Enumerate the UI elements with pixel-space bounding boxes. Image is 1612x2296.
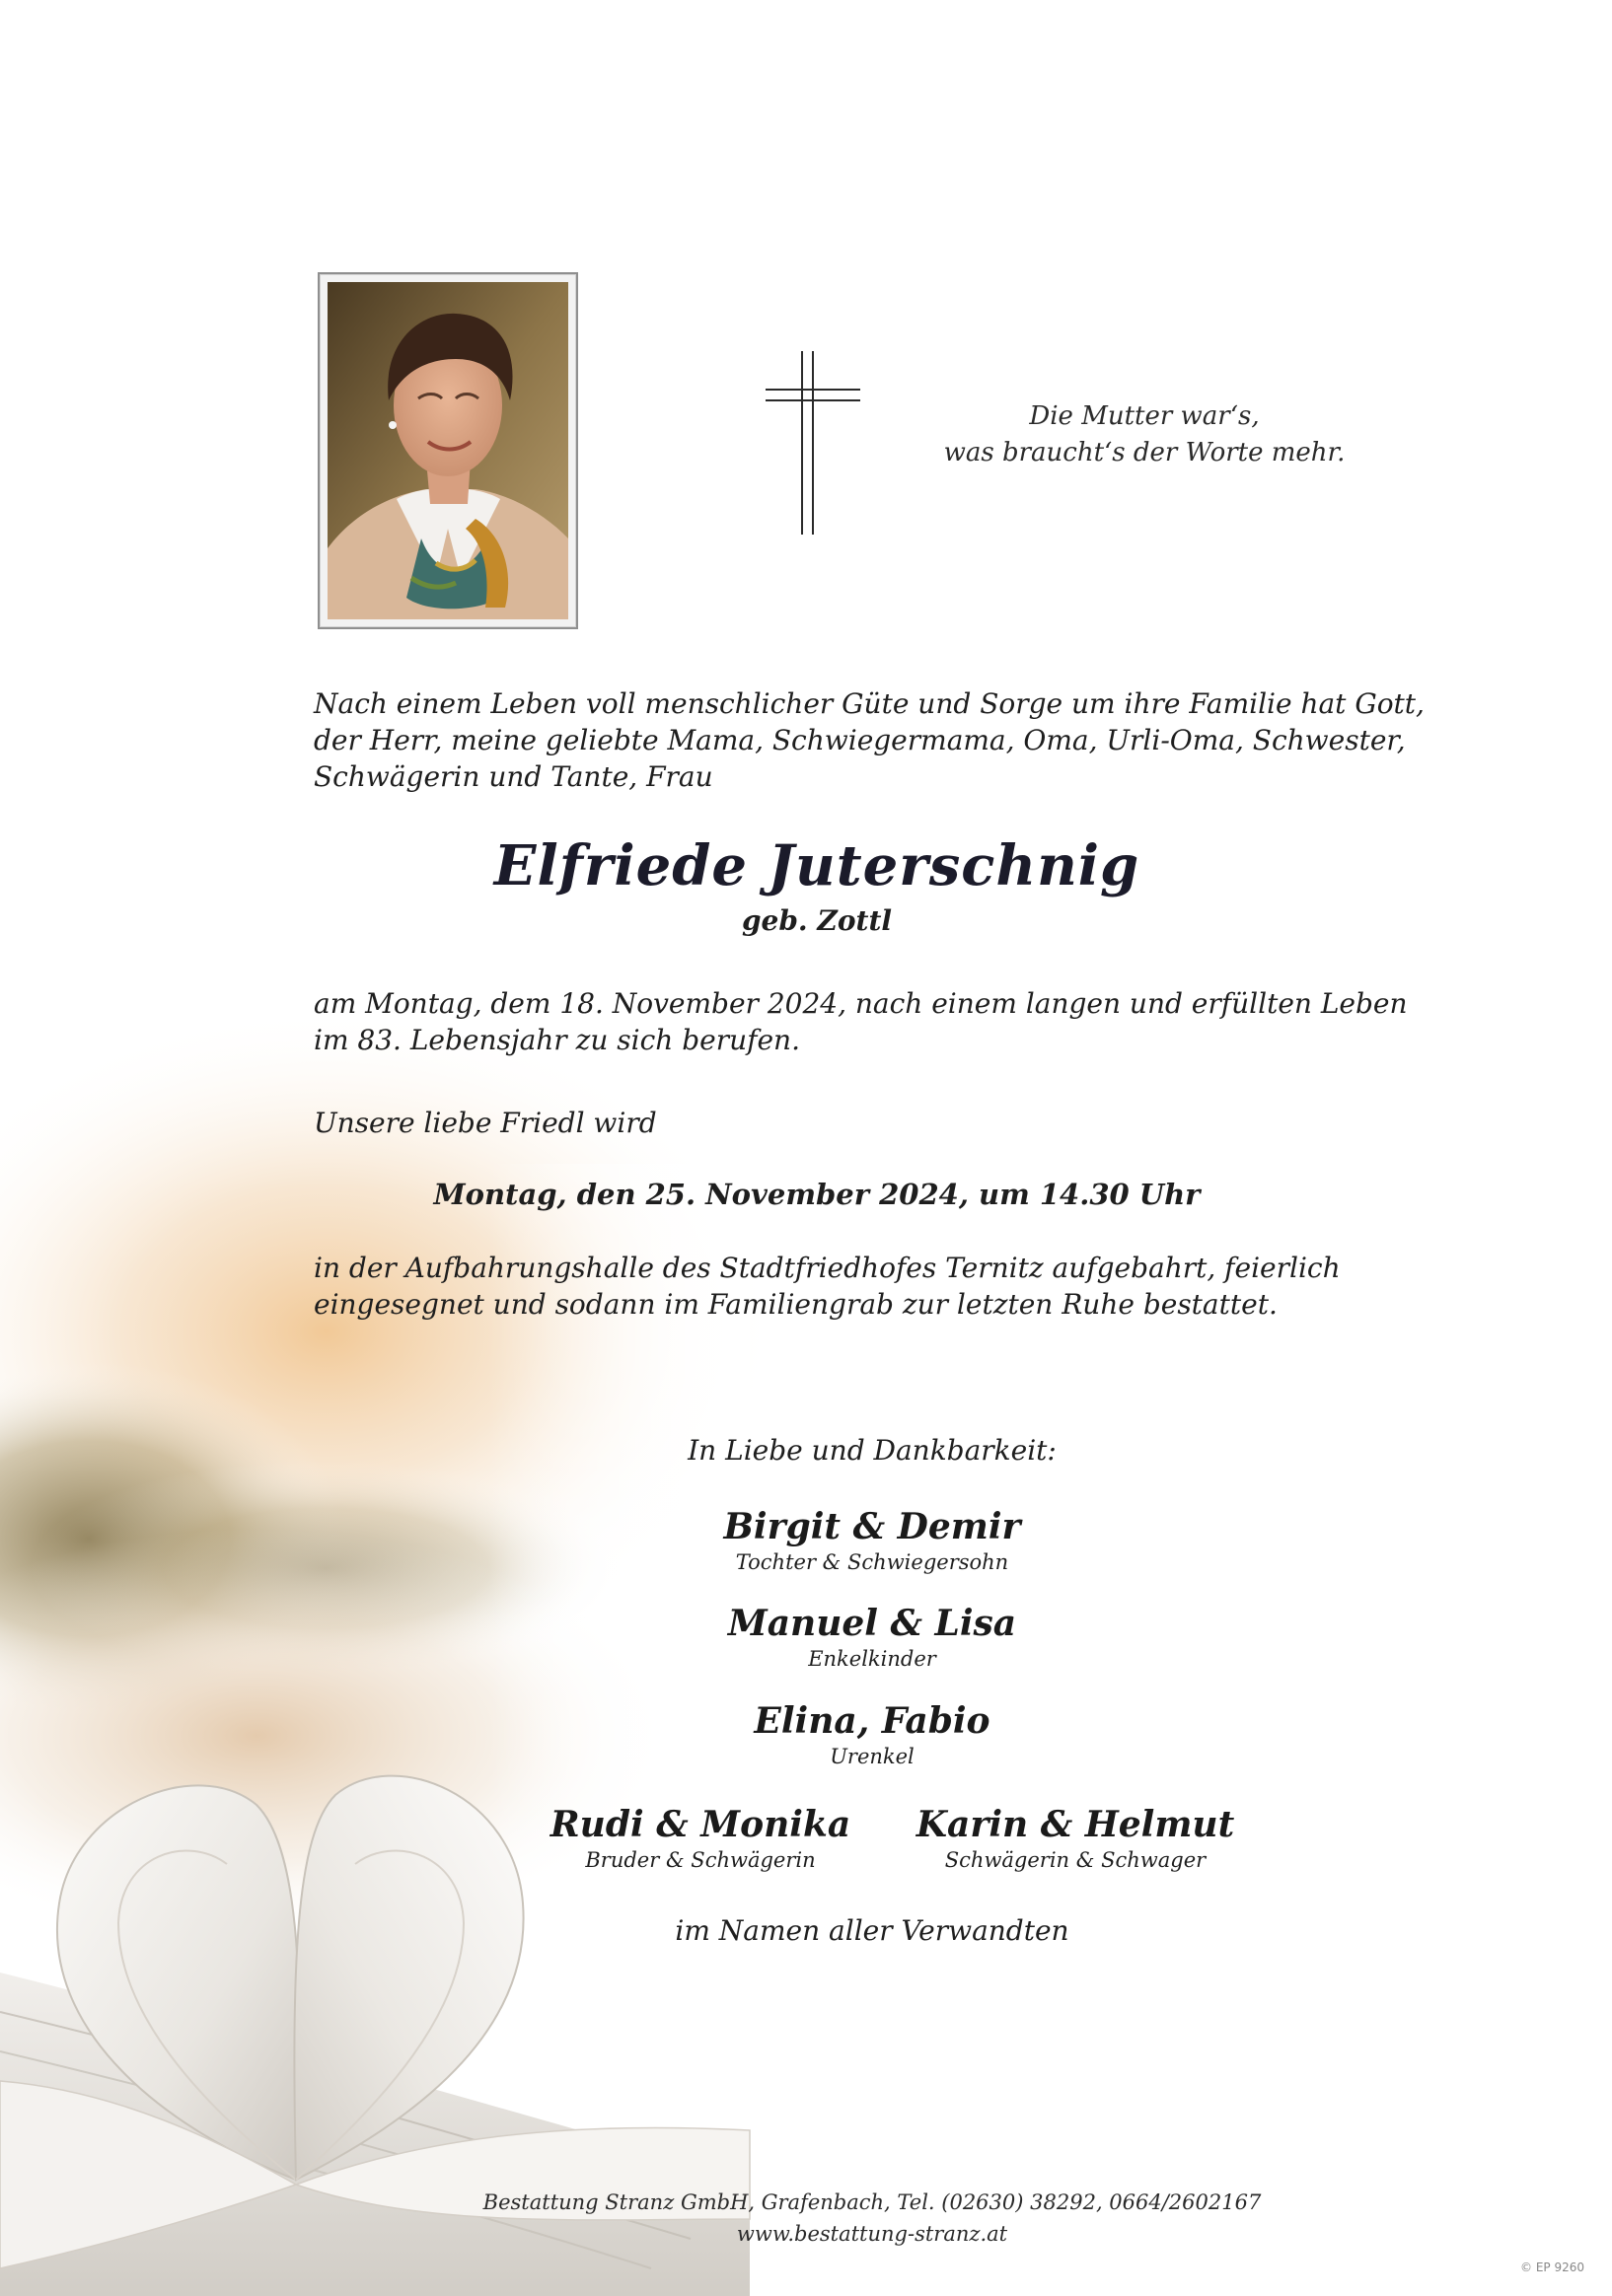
portrait-image (328, 282, 568, 619)
intro-paragraph (314, 685, 1425, 795)
deceased-name: Elfriede Juterschnig (493, 833, 1140, 898)
mourner-relation: Urenkel (830, 1745, 915, 1768)
print-code: © EP 9260 (1520, 2260, 1584, 2274)
intro-line: Nach einem Leben voll menschlicher Güte und Sorge um ihre Familie hat Gott, (314, 687, 1425, 720)
burial-paragraph (314, 1250, 1341, 1323)
footer-company: Bestattung Stranz GmbH, Grafenbach, Tel. (02630) 38292, 0664/2602167 (482, 2190, 1262, 2214)
death-line: am Montag, dem 18. November 2024, nach einem langen und erfüllten Leben (314, 987, 1408, 1020)
motto-quote (937, 398, 1352, 471)
mourner-name: Manuel & Lisa (727, 1603, 1017, 1644)
mourner-relation: Schwägerin & Schwager (944, 1848, 1207, 1872)
announcement-text: Unsere liebe Friedl wird (314, 1107, 657, 1139)
mourner-entry (878, 1803, 1273, 1874)
mourner-entry (675, 1602, 1069, 1673)
burial-line: eingesegnet und sodann im Familiengrab zur letzten Ruhe bestattet. (314, 1288, 1278, 1321)
burial-line: in der Aufbahrungshalle des Stadtfriedhofes Ternitz aufgebahrt, feierlich (314, 1252, 1341, 1284)
funeral-date: Montag, den 25. November 2024, um 14.30 Uhr (433, 1178, 1201, 1211)
intro-line: der Herr, meine geliebte Mama, Schwiegermama, Oma, Urli-Oma, Schwester, (314, 724, 1406, 756)
deceased-maiden-name: geb. Zottl (741, 904, 893, 937)
death-paragraph (314, 985, 1408, 1058)
mourner-name: Karin & Helmut (916, 1804, 1235, 1845)
mourner-entry (513, 1803, 888, 1874)
mourner-name: Rudi & Monika (550, 1804, 851, 1845)
footer-website: www.bestattung-stranz.at (736, 2222, 1008, 2246)
cross-icon (766, 351, 860, 535)
mourner-relation: Bruder & Schwägerin (585, 1848, 816, 1872)
motto-line: Die Mutter war‘s, (1029, 401, 1260, 431)
closing-outro: im Namen aller Verwandten (675, 1914, 1069, 1947)
mourner-name: Elina, Fabio (754, 1700, 990, 1742)
motto-line: was braucht‘s der Worte mehr. (943, 438, 1346, 467)
mourner-relation: Enkelkinder (808, 1647, 936, 1671)
portrait-photo (318, 272, 578, 629)
mourner-relation: Tochter & Schwiegersohn (735, 1550, 1009, 1574)
closing-intro: In Liebe und Dankbarkeit: (688, 1434, 1057, 1467)
mourner-entry (675, 1505, 1069, 1576)
mourner-name: Birgit & Demir (723, 1506, 1021, 1547)
intro-line: Schwägerin und Tante, Frau (314, 760, 713, 793)
death-line: im 83. Lebensjahr zu sich berufen. (314, 1024, 800, 1056)
mourner-entry (675, 1699, 1069, 1770)
